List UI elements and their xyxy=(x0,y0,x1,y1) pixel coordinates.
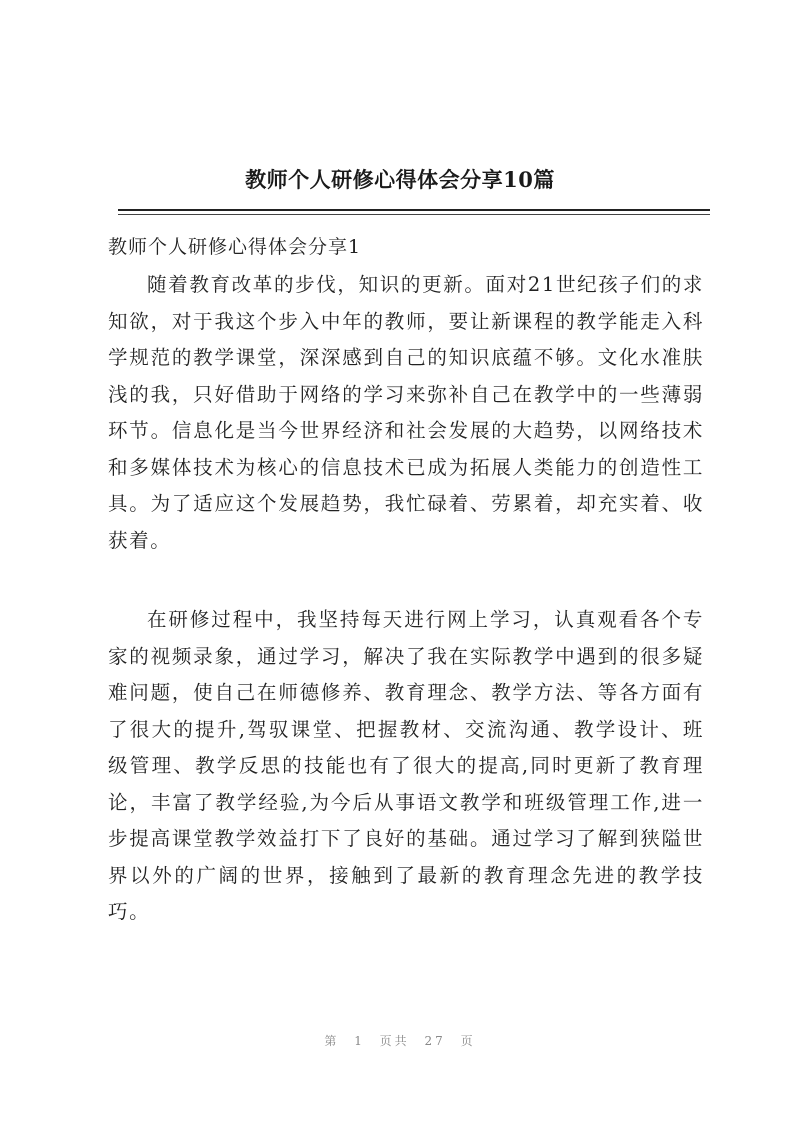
footer-prefix: 第 xyxy=(324,1034,340,1048)
section-heading: 教师个人研修心得体会分享1 xyxy=(108,236,362,258)
footer-middle: 页共 xyxy=(379,1034,410,1048)
footer-current-page: 1 xyxy=(354,1034,365,1048)
page-title: 教师个人研修心得体会分享10篇 xyxy=(245,167,555,192)
title-divider-thin xyxy=(118,214,710,215)
title-divider xyxy=(118,209,710,211)
footer-suffix: 页 xyxy=(460,1034,476,1048)
footer-total-pages: 27 xyxy=(424,1034,446,1048)
page-footer xyxy=(0,1032,800,1049)
body-paragraph: 随着教育改革的步伐，知识的更新。面对21世纪孩子们的求知欲，对于我这个步入中年的教师，要让新课程的教学能走入科学规范的教学课堂，深深感到自己的知识底蕴不够。文化水准肤浅的我，只好借助于网络的学习来弥补自己在教学中的一些薄弱环节。信息化是当今世界经济和社会发展的大趋势，以网络技术和多媒体技术为核心的信息技术已成为拓展人类能力的创造性工具。为了适应这个发展趋势，我忙碌着、劳累着，却充实着、收获着。 xyxy=(108,273,704,552)
body-paragraph: 在研修过程中，我坚持每天进行网上学习，认真观看各个专家的视频录象，通过学习，解决了我在实际教学中遇到的很多疑难问题，使自己在师德修养、教育理念、教学方法、等各方面有了很大的提升,驾驭课堂、把握教材、交流沟通、教学设计、班级管理、教学反思的技能也有了很大的提高,同时更新了教育理论，丰富了教学经验,为今后从事语文教学和班级管理工作,进一步提高课堂教学效益打下了良好的基础。通过学习了解到狭隘世界以外的广阔的世界，接触到了最新的教育理念先进的教学技巧。 xyxy=(108,608,704,923)
